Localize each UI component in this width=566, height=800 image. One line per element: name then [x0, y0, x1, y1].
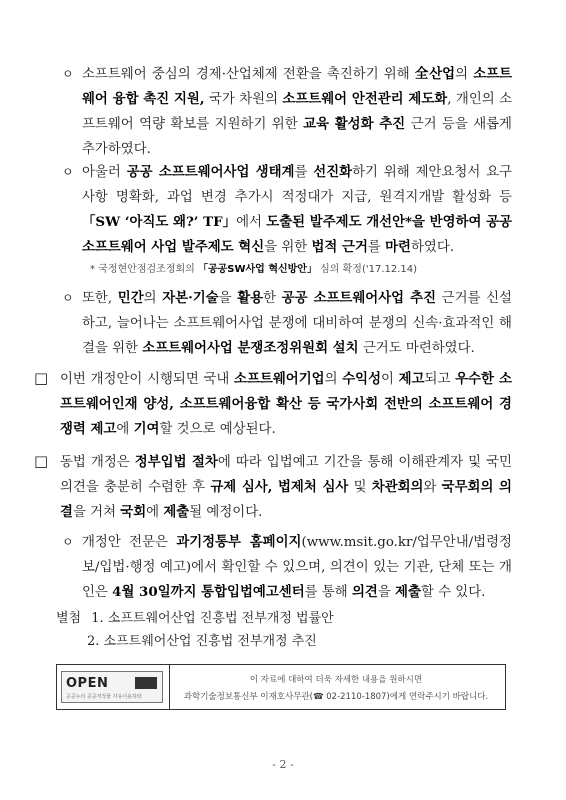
contact-line-1: 이 자료에 대하여 더욱 자세한 내용을 원하시면	[249, 675, 423, 685]
attachment-1	[56, 609, 334, 629]
attachment-item: 1. 소프트웨어산업 진흥법 전부개정 법률안	[91, 611, 334, 626]
box-bullet: □	[34, 369, 49, 387]
attachment-2	[87, 632, 317, 652]
contact-line-2: 과학기술정보통신부 이재호사무관(☎ 02-2110-1807)에게 연락주시기 바랍니다.	[183, 692, 489, 702]
footnote: * 국정현안점검조정회의 「공공SW사업 혁신방안」 심의 확정('17.12.14)	[90, 264, 418, 275]
open-logo-text: OPEN	[66, 676, 109, 691]
circle-bullet: ㅇ	[62, 67, 74, 81]
paragraph-private-capital: ㅇ 또한, 민간의 자본·기술을 활용한 공공 소프트웨어사업 추진 근거를 신설하고, 늘어나는 소프트웨어사업 분쟁에 대비하여 분쟁의 신속·효과적인 해결을 위한 소프트웨어사업 분쟁조정위원회 설치 근거도 마련하였다.	[82, 286, 512, 361]
paragraph-public-comment: ㅇ 개정안 전문은 과기정통부 홈페이지(www.msit.go.kr/업무안내/법령정보/입법·행정 예고)에서 확인할 수 있으며, 의견이 있는 기관, 단체 또는 개인은 4월 30일까지 통합입법예고센터를 통해 의견을 제출할 수 있다.	[82, 530, 512, 605]
open-license-logo	[61, 671, 163, 703]
circle-bullet: ㅇ	[62, 535, 74, 549]
attachment-label: 별첨	[56, 611, 82, 626]
divider	[169, 665, 170, 709]
page-number: - 2 -	[272, 758, 294, 771]
circle-bullet: ㅇ	[62, 165, 74, 179]
open-logo-caption: 공공누리 공공저작물 자유이용허락	[66, 694, 142, 700]
attachment-item: 2. 소프트웨어산업 진흥법 전부개정 추진	[87, 634, 317, 649]
license-badge-icon	[135, 677, 157, 689]
paragraph-sw-convergence: ㅇ 소프트웨어 중심의 경제·산업체제 전환을 촉진하기 위해 全산업의 소프트웨어 융합 촉진 지원, 국가 차원의 소프트웨어 안전관리 제도화, 개인의 소프트웨어 역량 확보를 지원하기 위한 교육 활성화 추진 근거 등을 새롭게 추가하였다.	[82, 62, 512, 162]
paragraph-legislative-process: □ 동법 개정은 정부입법 절차에 따라 입법예고 기간을 통해 이해관계자 및 국민 의견을 충분히 수렴한 후 규제 심사, 법제처 심사 및 차관회의와 국무회의 의결을 거쳐 국회에 제출될 예정이다.	[60, 450, 512, 525]
box-bullet: □	[34, 452, 49, 470]
contact-box	[56, 664, 506, 710]
paragraph-expected-effects: □ 이번 개정안이 시행되면 국내 소프트웨어기업의 수익성이 제고되고 우수한 소프트웨어인재 양성, 소프트웨어융합 확산 등 국가사회 전반의 소프트웨어 경쟁력 제고에 기여할 것으로 예상된다.	[60, 367, 512, 442]
paragraph-public-sw-ecosystem: ㅇ 아울러 공공 소프트웨어사업 생태계를 선진화하기 위해 제안요청서 요구사항 명확화, 과업 변경 추가시 적정대가 지급, 원격지개발 활성화 등 「SW ‘아직도 왜?’ TF」에서 도출된 발주제도 개선안*을 반영하여 공공 소프트웨어 사업 발주제도 혁신을 위한 법적 근거를 마련하였다.	[82, 160, 512, 260]
circle-bullet: ㅇ	[62, 291, 74, 305]
